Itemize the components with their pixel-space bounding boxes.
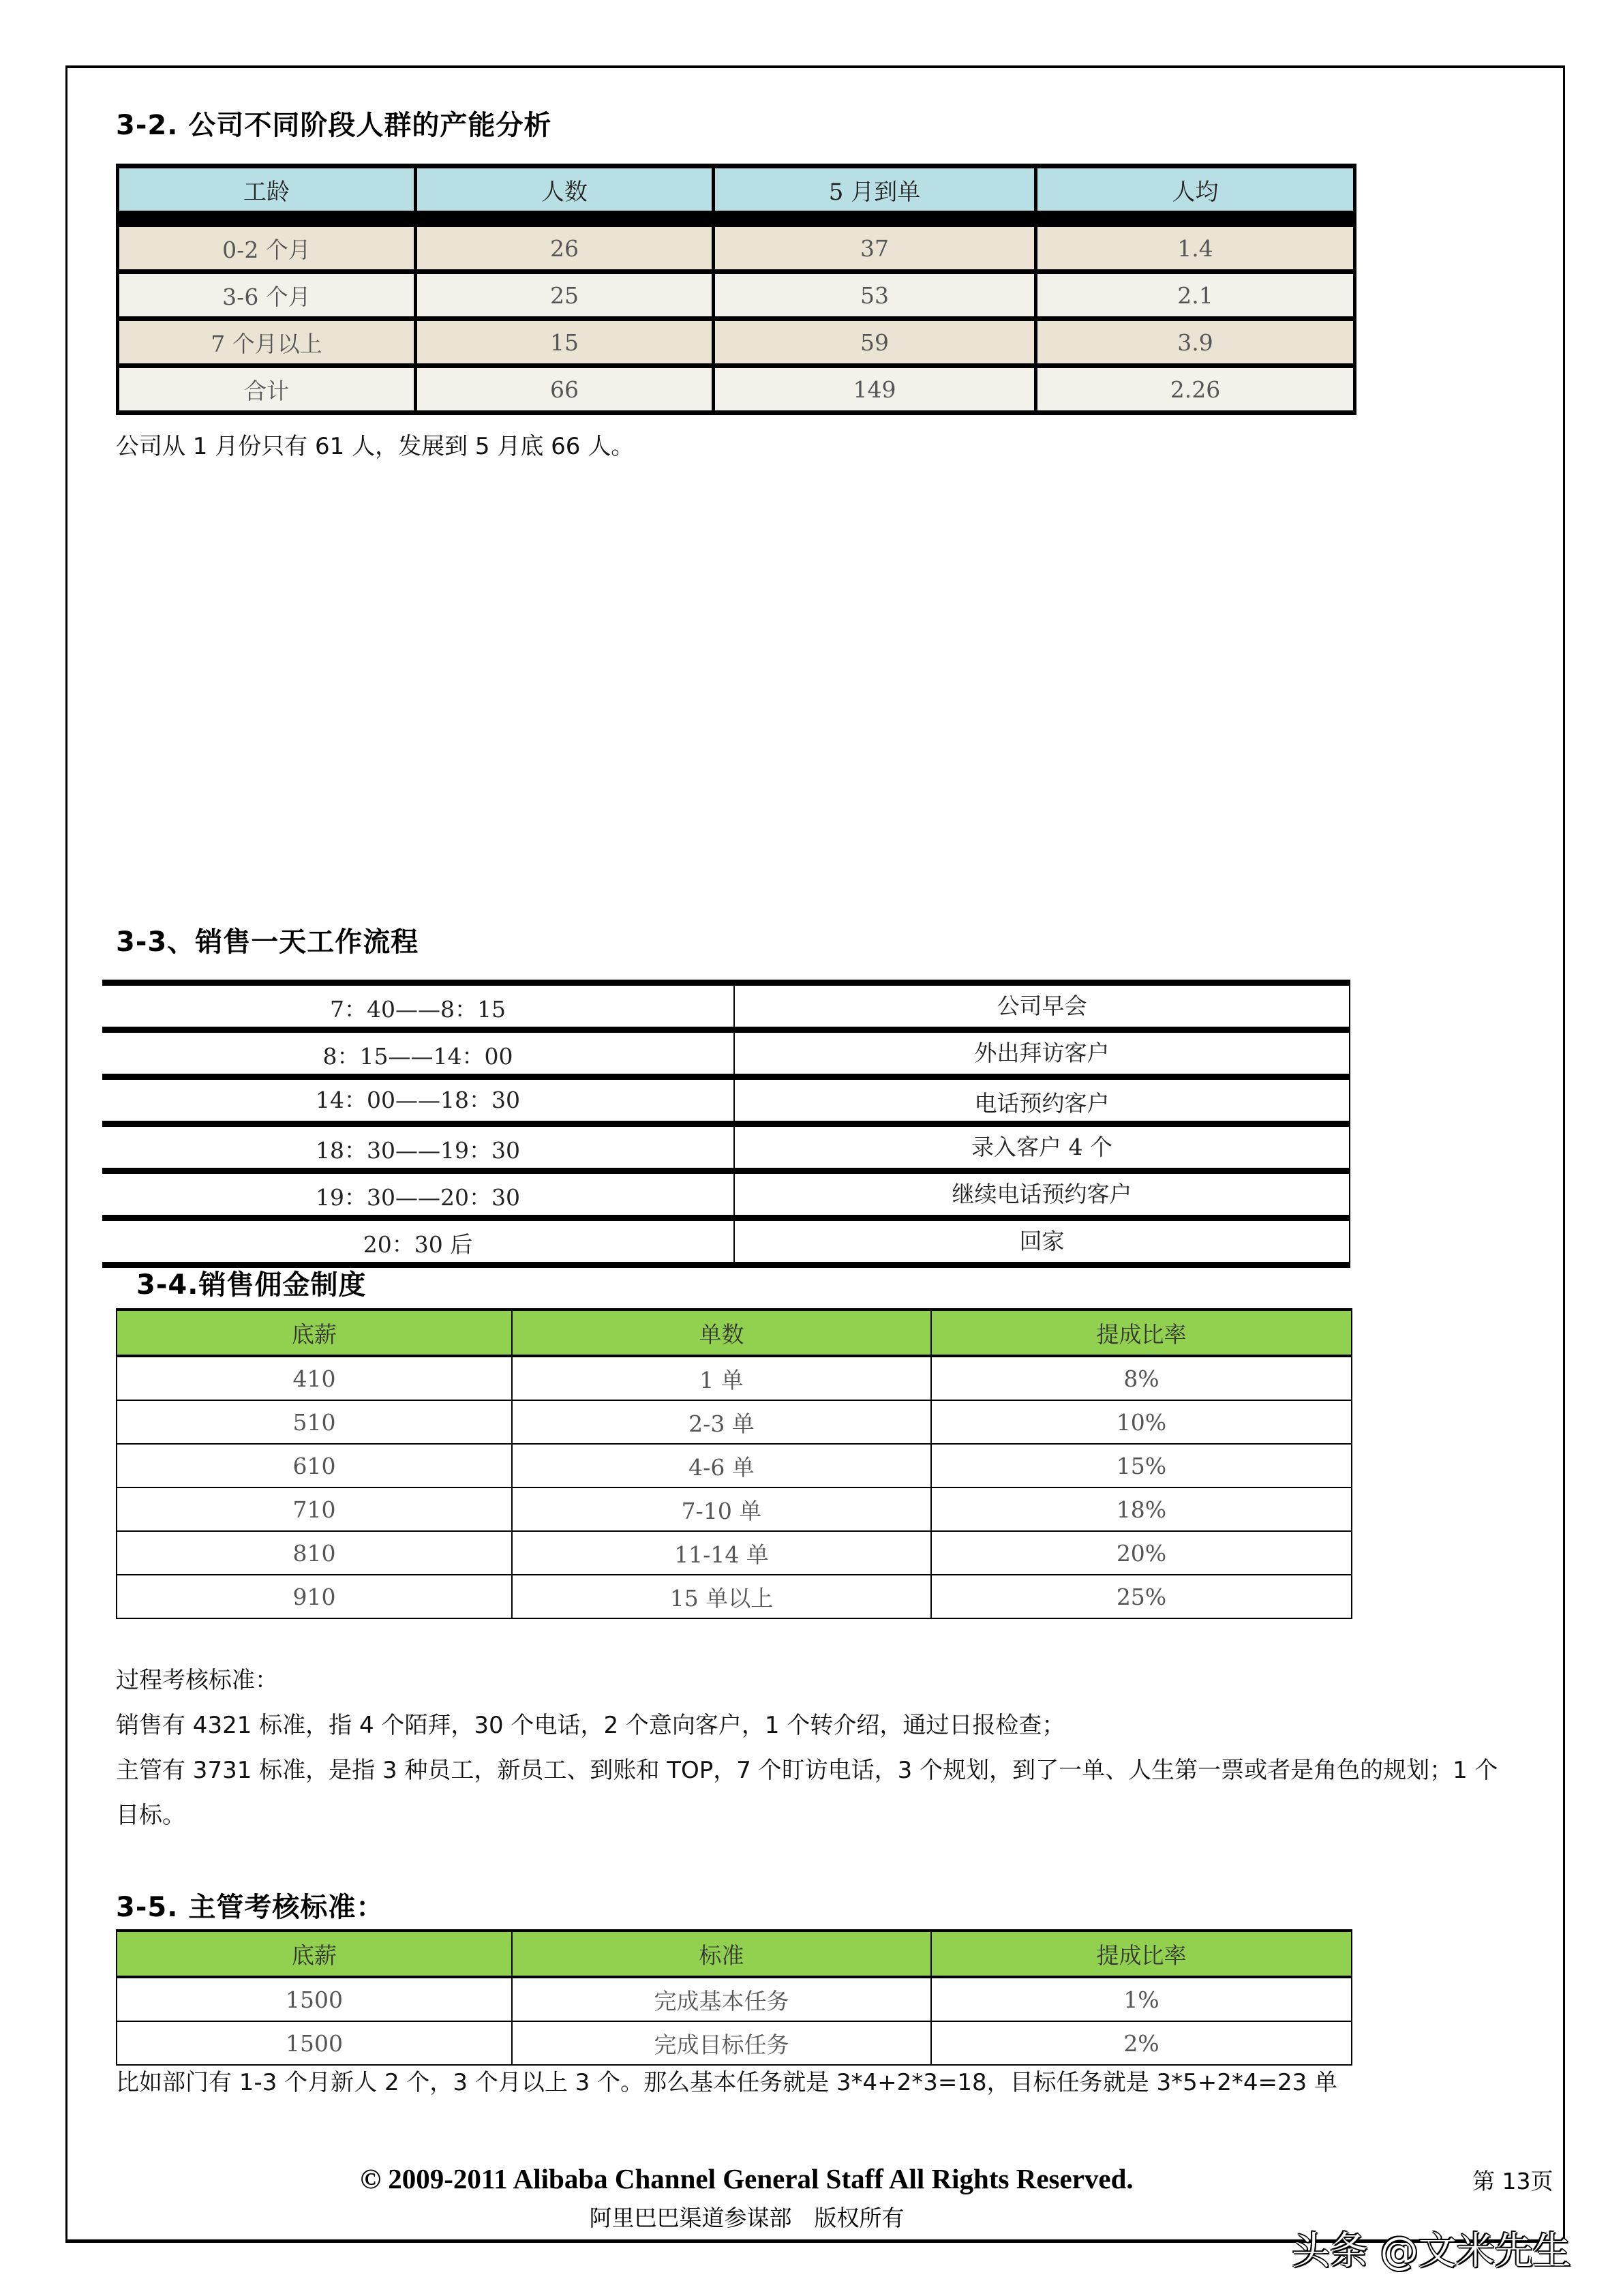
activity-cell: 录入客户 4 个 (734, 1124, 1350, 1171)
table-row (117, 1356, 1352, 1400)
cell: 3-6 个月 (118, 272, 416, 319)
cell: 1% (931, 1977, 1352, 2021)
cell: 1 单 (512, 1356, 931, 1400)
section-3-4-title: 3-4.销售佣金制度 (136, 1269, 367, 1301)
cell: 25 (416, 272, 714, 319)
table-row (118, 319, 1355, 366)
cell: 59 (714, 319, 1036, 366)
headcount-note: 公司从 1 月份只有 61 人，发展到 5 月底 66 人。 (116, 433, 635, 460)
paragraph: 过程考核标准： (116, 1667, 278, 1694)
cell: 26 (416, 225, 714, 272)
section-3-3-title: 3-3、销售一天工作流程 (116, 926, 419, 958)
cell: 0-2 个月 (118, 225, 416, 272)
table-row (117, 1977, 1352, 2021)
cell: 37 (714, 225, 1036, 272)
table-row (102, 1124, 1350, 1171)
cell: 15% (931, 1444, 1352, 1487)
cell: 2% (931, 2021, 1352, 2065)
cell: 18% (931, 1487, 1352, 1531)
cell: 610 (117, 1444, 512, 1487)
header-cell: 5 月到单 (714, 166, 1036, 213)
cell: 710 (117, 1487, 512, 1531)
watermark: 头条 @文米先生 (1292, 2229, 1571, 2274)
cell: 20% (931, 1531, 1352, 1575)
paragraph: 销售有 4321 标准，指 4 个陌拜，30 个电话，2 个意向客户，1 个转介绍，通过日报检查； (116, 1712, 1065, 1739)
cell: 25% (931, 1575, 1352, 1618)
cell: 1500 (117, 2021, 512, 2065)
cell: 410 (117, 1356, 512, 1400)
activity-cell: 回家 (734, 1218, 1350, 1265)
table-row (117, 2021, 1352, 2065)
table-row (118, 366, 1355, 413)
page-number: 第 13页 (1472, 2168, 1553, 2194)
cell: 3.9 (1036, 319, 1355, 366)
time-cell: 18：30——19：30 (102, 1124, 734, 1171)
task-example-note: 比如部门有 1-3 个月新人 2 个，3 个月以上 3 个。那么基本任务就是 3*4+2*3=18，目标任务就是 3*5+2*4=23 单 (116, 2069, 1338, 2096)
header-cell: 提成比率 (931, 1310, 1352, 1356)
productivity-table (116, 164, 1356, 415)
paragraph: 主管有 3731 标准，是指 3 种员工，新员工、到账和 TOP，7 个盯访电话，3 个规划，到了一单、人生第一票或者是角色的规划；1 个 (116, 1757, 1498, 1784)
cell: 149 (714, 366, 1036, 413)
header-cell: 人均 (1036, 166, 1355, 213)
assessment-text (116, 1658, 1554, 1838)
table-row (102, 983, 1350, 1030)
header-cell: 单数 (512, 1310, 931, 1356)
activity-cell: 继续电话预约客户 (734, 1171, 1350, 1218)
cell: 完成目标任务 (512, 2021, 931, 2065)
cell: 7-10 单 (512, 1487, 931, 1531)
paragraph: 目标。 (116, 1802, 185, 1829)
footer-copyright-cn: 阿里巴巴渠道参谋部 版权所有 (589, 2205, 905, 2231)
time-cell: 20：30 后 (102, 1218, 734, 1265)
footer-copyright: © 2009-2011 Alibaba Channel General Staff All Rights Reserved. (360, 2163, 1134, 2194)
cell: 7 个月以上 (118, 319, 416, 366)
table-row (102, 1171, 1350, 1218)
cell: 2.26 (1036, 366, 1355, 413)
time-cell: 14：00——18：30 (102, 1077, 734, 1124)
cell: 8% (931, 1356, 1352, 1400)
cell: 2-3 单 (512, 1400, 931, 1444)
cell: 1500 (117, 1977, 512, 2021)
separator-row (118, 213, 1355, 225)
table-row (117, 1531, 1352, 1575)
cell: 10% (931, 1400, 1352, 1444)
time-cell: 19：30——20：30 (102, 1171, 734, 1218)
activity-cell: 公司早会 (734, 983, 1350, 1030)
activity-cell: 外出拜访客户 (734, 1030, 1350, 1077)
cell: 910 (117, 1575, 512, 1618)
cell: 810 (117, 1531, 512, 1575)
cell: 15 单以上 (512, 1575, 931, 1618)
activity-cell: 电话预约客户 (734, 1077, 1350, 1124)
cell: 11-14 单 (512, 1531, 931, 1575)
table-row (117, 1444, 1352, 1487)
table-header-row (118, 166, 1355, 213)
table-row (102, 1030, 1350, 1077)
cell: 510 (117, 1400, 512, 1444)
header-cell: 提成比率 (931, 1931, 1352, 1977)
table-row (117, 1487, 1352, 1531)
cell: 4-6 单 (512, 1444, 931, 1487)
table-row (102, 1218, 1350, 1265)
section-3-2-title: 3-2. 公司不同阶段人群的产能分析 (116, 110, 552, 141)
cell: 合计 (118, 366, 416, 413)
table-header-row (117, 1931, 1352, 1977)
cell: 1.4 (1036, 225, 1355, 272)
header-cell: 底薪 (117, 1310, 512, 1356)
table-row (117, 1400, 1352, 1444)
header-cell: 工龄 (118, 166, 416, 213)
supervisor-table (116, 1929, 1352, 2066)
time-cell: 8：15——14：00 (102, 1030, 734, 1077)
cell: 53 (714, 272, 1036, 319)
commission-table (116, 1308, 1352, 1619)
section-3-5-title: 3-5. 主管考核标准： (116, 1892, 384, 1923)
table-row (118, 272, 1355, 319)
table-row (118, 225, 1355, 272)
cell: 66 (416, 366, 714, 413)
daily-schedule-table (102, 980, 1350, 1268)
time-cell: 7：40——8：15 (102, 983, 734, 1030)
cell: 15 (416, 319, 714, 366)
header-cell: 底薪 (117, 1931, 512, 1977)
cell: 完成基本任务 (512, 1977, 931, 2021)
header-cell: 标准 (512, 1931, 931, 1977)
table-row (102, 1077, 1350, 1124)
table-row (117, 1575, 1352, 1618)
table-header-row (117, 1310, 1352, 1356)
header-cell: 人数 (416, 166, 714, 213)
cell: 2.1 (1036, 272, 1355, 319)
